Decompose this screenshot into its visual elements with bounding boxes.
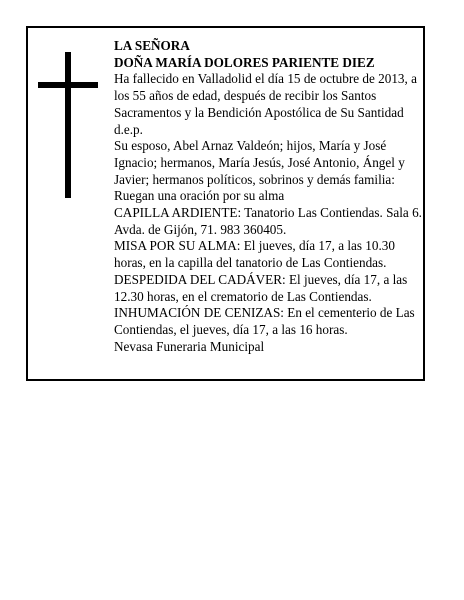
funeral-chapel: CAPILLA ARDIENTE: Tanatorio Las Contiendas. Sala 6. Avda. de Gijón, 71. 983 360405. xyxy=(114,205,422,237)
death-announcement: Ha fallecido en Valladolid el día 15 de octubre de 2013, a los 55 años de edad, después de recibir los Santos Sacramentos y la Bendición Apostólica de Su Santidad d.e.p. xyxy=(114,71,417,137)
cross-icon xyxy=(38,52,98,198)
mass-info: MISA POR SU ALMA: El jueves, día 17, a las 10.30 horas, en la capilla del tanatorio de Las Contiendas. xyxy=(114,238,395,271)
cross-vertical-bar xyxy=(65,52,71,198)
ashes-info: INHUMACIÓN DE CENIZAS: En el cementerio de Las Contiendas, el jueves, día 17, a las 16 horas. xyxy=(114,305,415,337)
family-list: Su esposo, Abel Arnaz Valdeón; hijos, María y José Ignacio; hermanos, María Jesús, José Antonio, Ángel y Javier; hermanos políticos, sobrinos y demás familia: xyxy=(114,138,405,187)
prayer-request: Ruegan una oración por su alma xyxy=(114,188,285,204)
funeral-home: Nevasa Funeraria Municipal xyxy=(114,338,265,354)
cross-horizontal-bar xyxy=(38,82,98,88)
deceased-name: DOÑA MARÍA DOLORES PARIENTE DIEZ xyxy=(114,54,375,70)
title-line-1: LA SEÑORA xyxy=(114,38,190,53)
farewell-info: DESPEDIDA DEL CADÁVER: El jueves, día 17, a las 12.30 horas, en el crematorio de Las Contiendas. xyxy=(114,271,408,304)
obituary-text xyxy=(114,38,424,355)
